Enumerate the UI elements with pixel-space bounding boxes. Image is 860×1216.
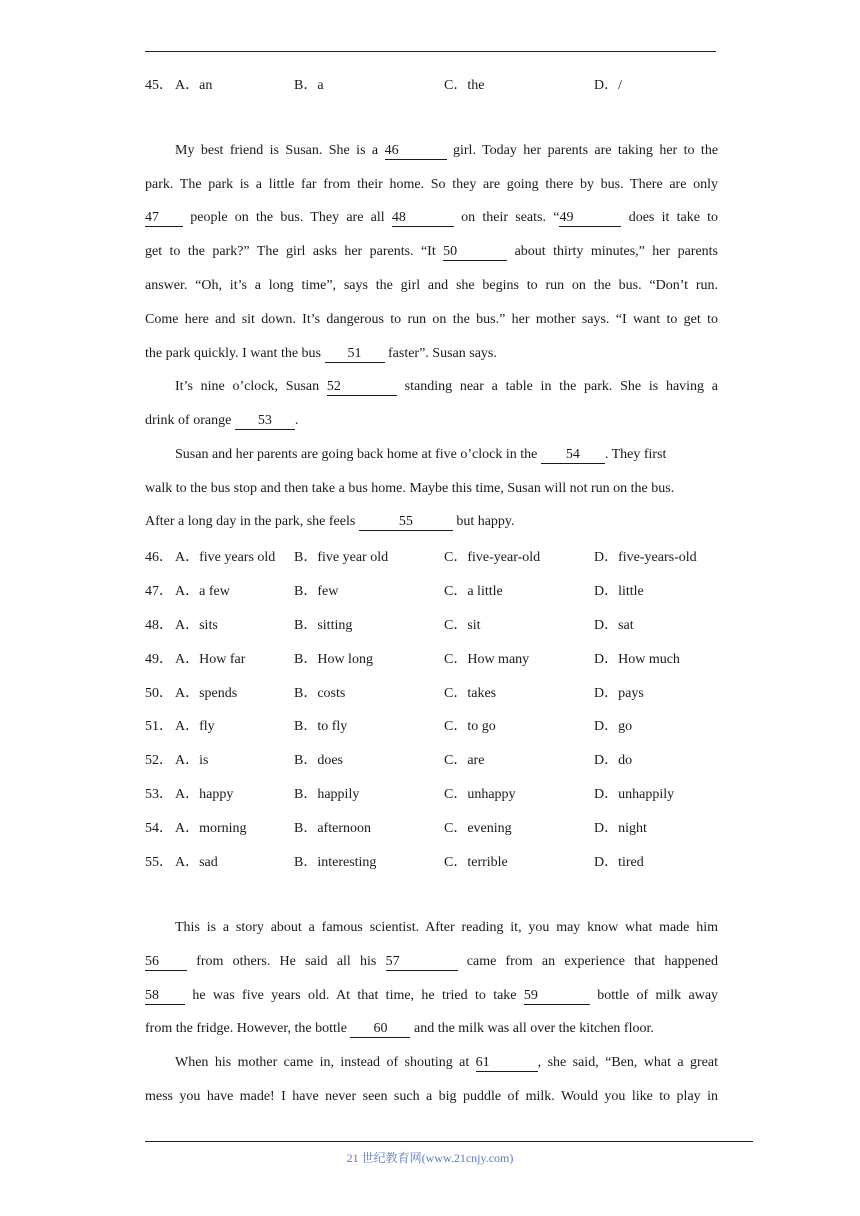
passage-line: from the fridge. However, the bottle 60 and the milk was all over the kitchen floor. [145,1021,654,1036]
blank-47: 47 [145,210,183,227]
question-46 [145,546,745,566]
option-b: B．does [294,753,343,768]
question-number: 46． [145,550,173,565]
blank-54: 54 [541,447,605,464]
option-d: D．five-years-old [594,550,697,565]
footer-source: 21 世纪教育网(www.21cnjy.com) [346,1151,514,1165]
passage-line: Susan and her parents are going back home at five o’clock in the 54 . They first [175,447,667,462]
passage-line: park. The park is a little far from their home. So they are going there by bus. There are only [145,177,718,192]
footer-rule [145,1141,753,1142]
question-number: 45． [145,78,173,93]
question-51 [145,715,745,735]
option-d: D．tired [594,855,644,870]
blank-58: 58 [145,988,185,1005]
option-d: D．/ [594,78,622,93]
blank-59: 59 [524,988,590,1005]
question-number: 48． [145,618,173,633]
passage-line: When his mother came in, instead of shouting at 61 , she said, “Ben, what a great [175,1055,719,1070]
question-45 [145,74,745,94]
passage-line: mess you have made! I have never seen such a big puddle of milk. Would you like to play in [145,1089,718,1104]
option-a: A．sits [175,618,218,633]
option-a: A．morning [175,821,247,836]
option-a: A．happy [175,787,234,802]
passage-line: This is a story about a famous scientist. After reading it, you may know what made him [175,920,718,935]
option-a: A．sad [175,855,218,870]
blank-56: 56 [145,954,187,971]
question-number: 55． [145,855,173,870]
question-52 [145,749,745,769]
option-a: A．five years old [175,550,276,565]
blank-48: 48 [392,210,454,227]
blank-53: 53 [235,413,295,430]
option-c: C．are [444,753,485,768]
question-53 [145,783,745,803]
option-c: C．unhappy [444,787,516,802]
question-number: 50． [145,686,173,701]
blank-55: 55 [359,514,453,531]
option-c: C．to go [444,719,496,734]
passage-line: My best friend is Susan. She is a 46 girl. Today her parents are taking her to the [175,143,719,158]
passage-line: answer. “Oh, it’s a long time”, says the girl and she begins to run on the bus. “Don’t run. [145,278,718,293]
passage-line: 47 people on the bus. They are all 48 on their seats. “49 does it take to [145,210,719,225]
option-d: D．go [594,719,633,734]
option-b: B．costs [294,686,346,701]
question-55 [145,851,745,871]
question-number: 47． [145,584,173,599]
blank-50: 50 [443,244,507,261]
option-b: B．five year old [294,550,389,565]
option-c: C．five-year-old [444,550,541,565]
question-47 [145,580,745,600]
option-c: C．How many [444,652,530,667]
blank-51: 51 [325,346,385,363]
option-c: C．a little [444,584,503,599]
question-number: 51． [145,719,173,734]
passage-line: After a long day in the park, she feels 55 but happy. [145,514,515,529]
question-54 [145,817,745,837]
blank-61: 61 [476,1055,538,1072]
question-number: 49． [145,652,173,667]
header-rule [145,51,716,52]
passage-line: get to the park?” The girl asks her parents. “It 50 about thirty minutes,” her parents [145,244,719,259]
option-c: C．terrible [444,855,508,870]
option-b: B．interesting [294,855,377,870]
question-50 [145,682,745,702]
option-a: A．an [175,78,213,93]
passage-line: It’s nine o’clock, Susan 52 standing near a table in the park. She is having a [175,379,719,394]
option-d: D．sat [594,618,634,633]
option-a: A．fly [175,719,215,734]
option-a: A．How far [175,652,246,667]
option-b: B．to fly [294,719,348,734]
passage-line: walk to the bus stop and then take a bus home. Maybe this time, Susan will not run on the bus. [145,481,675,496]
option-b: B．How long [294,652,373,667]
option-d: D．little [594,584,644,599]
option-b: B．happily [294,787,360,802]
option-a: A．is [175,753,209,768]
question-number: 52． [145,753,173,768]
option-c: C．takes [444,686,497,701]
option-b: B．afternoon [294,821,371,836]
option-c: C．the [444,78,485,93]
question-48 [145,614,745,634]
option-d: D．How much [594,652,680,667]
option-d: D．unhappily [594,787,675,802]
option-a: A．spends [175,686,238,701]
option-c: C．evening [444,821,512,836]
option-d: D．do [594,753,633,768]
option-b: B．few [294,584,339,599]
question-49 [145,648,745,668]
option-b: B．a [294,78,324,93]
passage-line: Come here and sit down. It’s dangerous to run on the bus.” her mother says. “I want to get to [145,312,718,327]
option-d: D．pays [594,686,644,701]
blank-49: 49 [559,210,621,227]
blank-57: 57 [386,954,458,971]
passage-line: drink of orange 53 . [145,413,299,428]
passage-line: 56 from others. He said all his 57 came from an experience that happened [145,954,718,969]
question-number: 54． [145,821,173,836]
option-c: C．sit [444,618,481,633]
option-a: A．a few [175,584,230,599]
blank-52: 52 [327,379,397,396]
passage-line: 58 he was five years old. At that time, he tried to take 59 bottle of milk away [145,988,719,1003]
blank-46: 46 [385,143,447,160]
blank-60: 60 [350,1021,410,1038]
option-d: D．night [594,821,647,836]
passage-line: the park quickly. I want the bus 51 faster”. Susan says. [145,346,497,361]
question-number: 53． [145,787,173,802]
option-b: B．sitting [294,618,353,633]
